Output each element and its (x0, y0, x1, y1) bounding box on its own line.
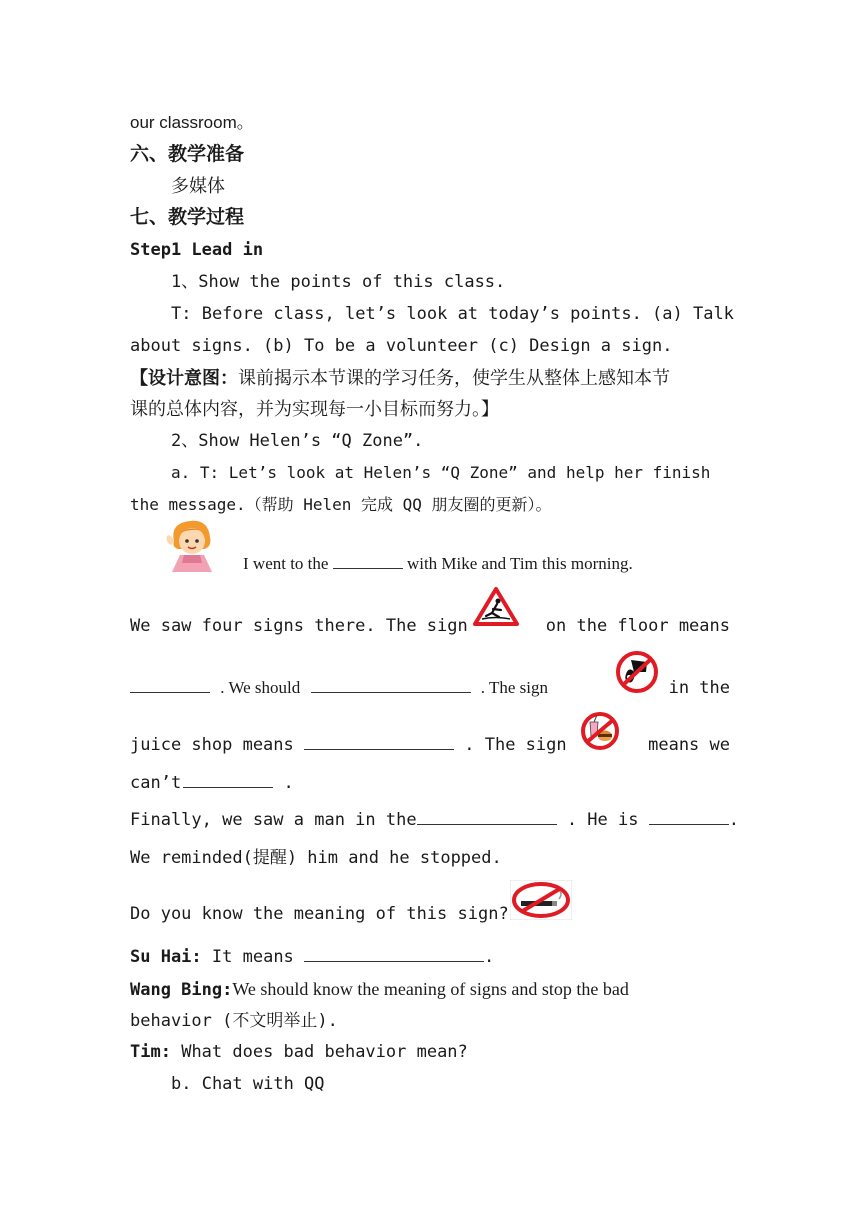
blank-sign-meaning[interactable] (130, 677, 210, 693)
text-line-teacher-1b: about signs. (b) To be a volunteer (c) Design a sign. (130, 336, 673, 356)
chat-line: b. Chat with QQ (171, 1074, 325, 1094)
preparation-item: 多媒体 (171, 176, 225, 196)
no-food-drink-icon (578, 711, 622, 751)
message-line-6: Finally, we saw a man in the . He is . (130, 810, 739, 830)
blank-place[interactable] (333, 553, 403, 569)
wang-bing-line-1: Wang Bing:We should know the meaning of signs and stop the bad (130, 979, 629, 1000)
blank-juice-shop[interactable] (304, 734, 454, 750)
text-line-qzone: 2、Show Helen’s “Q Zone”. (171, 431, 424, 451)
question-line: Do you know the meaning of this sign? (130, 904, 509, 924)
text-line-teacher-1a: T: Before class, let’s look at today’s points. (a) Talk (171, 304, 734, 324)
blank-cant[interactable] (183, 772, 273, 788)
section-heading-process: 七、教学过程 (130, 206, 245, 228)
message-line-7: We reminded(提醒) him and he stopped. (130, 848, 502, 868)
section-heading-preparation: 六、教学准备 (130, 143, 245, 165)
su-hai-line: Su Hai: It means . (130, 947, 495, 967)
message-line-4: juice shop means . The sign means we (130, 735, 730, 755)
design-intent-line-2: 课的总体内容，并为实现每一小目标而努力。】 (130, 399, 499, 419)
blank-place-man[interactable] (417, 809, 557, 825)
step-title: Step1 Lead in (130, 240, 264, 260)
blank-meaning[interactable] (304, 946, 484, 962)
blank-should[interactable] (311, 677, 471, 693)
text-line-1: our classroom。 (130, 113, 254, 132)
message-line-1: I went to the with Mike and Tim this morning. (243, 554, 633, 573)
no-pets-icon (614, 650, 660, 694)
wet-floor-warning-icon (472, 586, 520, 628)
no-smoking-icon (510, 880, 572, 920)
text-line-show-points: 1、Show the points of this class. (171, 272, 506, 292)
message-line-5: can’t . (130, 773, 294, 793)
wang-bing-line-2: behavior (不文明举止). (130, 1011, 338, 1031)
blank-he-is[interactable] (649, 809, 729, 825)
message-line-3: . We should . The sign in the (130, 676, 730, 700)
cartoon-girl-icon (160, 517, 234, 573)
tim-line: Tim: What does bad behavior mean? (130, 1042, 468, 1062)
text-line-teacher-2b: the message.（帮助 Helen 完成 QQ 朋友圈的更新）。 (130, 495, 552, 514)
text-line-teacher-2a: a. T: Let’s look at Helen’s “Q Zone” and help her finish (171, 463, 711, 482)
message-line-2: We saw four signs there. The sign on the floor means (130, 616, 730, 636)
design-intent-line-1: 【设计意图：课前揭示本节课的学习任务，使学生从整体上感知本节 (130, 368, 670, 388)
